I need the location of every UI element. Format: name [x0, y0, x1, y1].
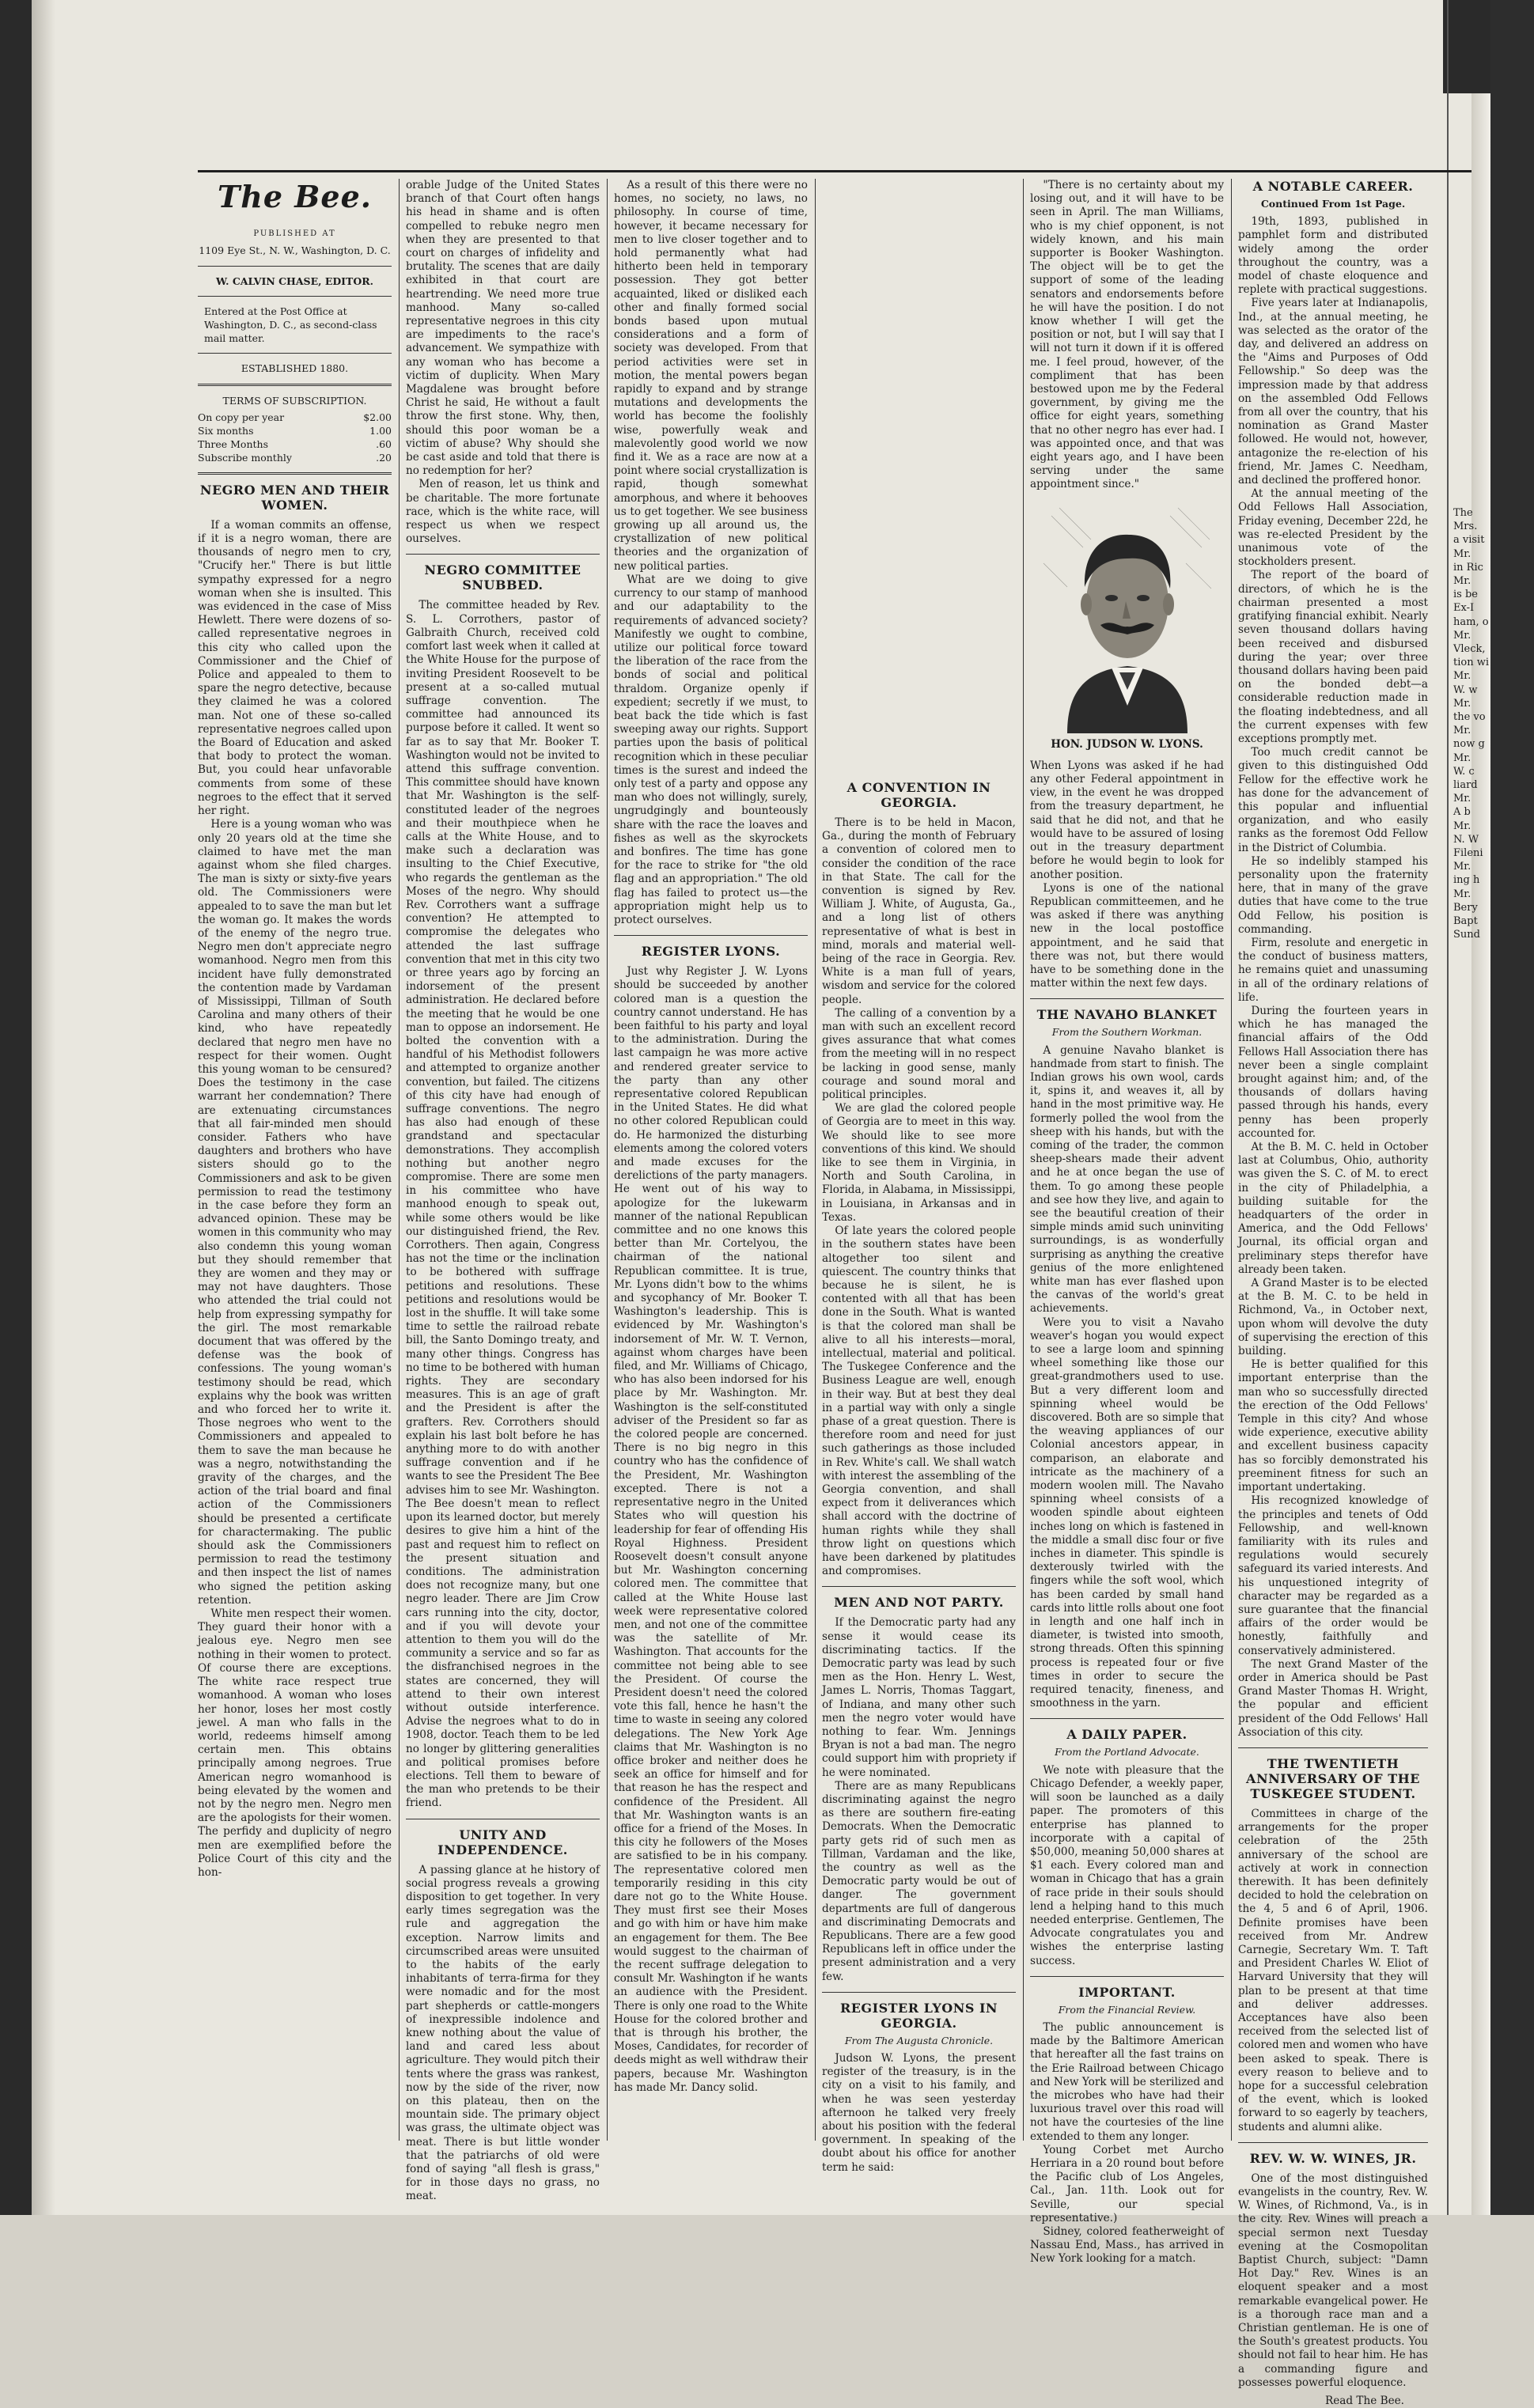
column-rule — [1231, 179, 1232, 2141]
masthead-address: 1109 Eye St., N. W., Washington, D. C. — [199, 244, 391, 257]
terms-heading: TERMS OF SUBSCRIPTION. — [222, 394, 367, 407]
article-paragraph: Just why Register J. W. Lyons should be succeeded by another colored man is a question the country cannot understand. He has been faithful to his party and loyal to the administration. During the last campaign he was more active and rendered greater service to the party than any other representative colored Republican in the United States. He did what no other colored Republican could do. He harmonized the disturbing elements among the colored voters and made excuses for the derelictions of the party managers. He went out of his way to apologize for the lukewarm manner of the national Republican committee and no one knows this better than Mr. Cortelyou, the chairman of the national Republican committee. It is true, Mr. Lyons didn't bow to the whims and sycophancy of Mr. Booker T. Washington's leadership. This is evidenced by Mr. Washington's indorsement of Mr. W. T. Vernon, against whom charges have been filed, and Mr. Williams of Chicago, who has also been indorsed for his place by Mr. Washington. Mr. Washington is the self-constituted adviser of the President so far as the colored people are concerned. There is no big negro in this country who has the confidence of the President, Mr. Washington excepted. There is not a representative negro in the United States who will question his leadership for fear of offending His Royal Highness. President Roosevelt doesn't consult anyone but Mr. Washington concerning colored men. The committee that called at the White House last week were representative colored men, and not one of the committee was the satellite of Mr. Washington. That accounts for the committee not being able to see the President. Of course the President doesn't need the colored vote this fall, hence he hasn't the time to waste in seeing any colored delegations. The New York Age claims that Mr. Washington is no office broker and neither does he seek an office for himself and for that reason he has the respect and confidence of the President. All that Mr. Washington wants is an office for a friend of the Moses. In this city he followers of the Moses are satisfied to be in his company. The representative colored men temporarily residing in this city dare not go to the White House. They must first see their Moses and go with him or have him make an engagement for them. The Bee would suggest to the chairman of the recent suffrage delegation to consult Mr. Washington if he wants an audience with the President. There is only one road to the White House for the colored brother and that is through his brother, the Moses, Candidates, for recorder of deeds might as well withdraw their papers, because Mr. Washington has made Mr. Dancy solid. — [614, 965, 808, 2094]
terms-row — [198, 451, 392, 464]
divider — [1030, 1976, 1224, 1977]
newspaper-page — [198, 170, 1472, 2408]
article-paragraph: Judson W. Lyons, the present register of the treasury, is in the city on a visit to his family, and when he was seen yesterday afternoon he talked very freely about his position with the federal government. In speaking of the doubt about his office for another term he said: — [822, 2052, 1016, 2174]
binding-shadow — [32, 0, 55, 2215]
article-heading: REGISTER LYONS. — [641, 944, 781, 960]
fragment-line: Mr. — [1453, 752, 1472, 764]
article-source: From the Financial Review. — [1058, 2003, 1196, 2016]
fragment-line: Mr. — [1453, 861, 1472, 873]
article-paragraph: White men respect their women. They guard their honor with a jealous eye. Negro men see nothing in their women to protect. Of course there are exceptions. The white race respect true womanhood. A woman who loses her honor, loses her most costly jewel. A man who falls in the world, redeems himself among certain men. This obtains principally among negroes. True American negro womanhood is being elevated by the women and not by the negro men. Negro men are the apologists for their women. The perfidy and duplicity of negro men are exemplified before the Police Court of this city and the hon- — [198, 1607, 392, 1879]
terms-price: .20 — [376, 451, 392, 464]
page-fold — [1472, 0, 1490, 2215]
article-heading: NEGRO MEN AND THEIR WOMEN. — [199, 482, 390, 513]
scan-border-left — [0, 0, 32, 2215]
article-paragraph: He so indelibly stamped his personality upon the fraternity here, that in many of the grave duties that have come to the true Odd Fellow, his position is commanding. — [1238, 854, 1428, 936]
divider — [198, 266, 392, 267]
continued-note: Continued From 1st Page. — [1260, 198, 1406, 210]
fragment-line: Mr. — [1453, 547, 1472, 560]
article-paragraph: Firm, resolute and energetic in the conduct of business matters, he remains quiet and unassuming in all of the ordinary relations of life. — [1238, 936, 1428, 1004]
article-heading: A DAILY PAPER. — [1066, 1727, 1187, 1743]
article-heading: THE TWENTIETH ANNIVERSARY OF THE TUSKEGEE STUDENT. — [1246, 1755, 1420, 1801]
article-paragraph: What are we doing to give currency to our stamp of manhood and our adaptability to the requirements of advanced society? Manifestly we ought to combine, utilize our political force toward the liberation of the race from the bonds of social and political thraldom. Organize openly if expedient; secretly if we must, to beat back the tide which is fast sweeping away our rights. Support parties upon the basis of political recognition which in these peculiar times is the surest and indeed the only test of a party and oppose any man who does not willingly, surely, ungrudgingly and bounteously share with the race the loaves and fishes as well as the skyrockets and bonfires. The time has gone for the race to strike for "the old flag and an appropriation." The old flag has failed to protect us—the appropriation might help us to protect ourselves. — [614, 573, 808, 926]
fragment-line: Fileni — [1453, 847, 1483, 860]
article-paragraph: The public announcement is made by the Baltimore American that hereafter all the fast trains on the Erie Railroad between Chicago and New York will be sterilized and the microbes who have had their luxurious travel over this road will not have the courtesies of the line extended to them any longer. — [1030, 2020, 1224, 2143]
article-paragraph: The next Grand Master of the order in America should be Past Grand Master Thomas H. Wright, the popular and efficient president of the Odd Fellows' Hall Association of this city. — [1238, 1657, 1428, 1739]
terms-label: On copy per year — [198, 411, 285, 423]
article-paragraph: orable Judge of the United States branch of that Court often hangs his head in shame and is often compelled to rebuke negro men when they are presented to that court on charges of infidelity and brutality. The scenes that are daily exhibited in that court are heartrending. We need more true manhood. Many so-called representative negroes in this city are impediments to the race's advancement. We sympathize with any woman who has become a victim of duplicity. When Mary Magdalene was brought before Christ he said, He without a fault throw the first stone. Why, then, should this poor woman be a victim of abuse? Why should she be cast aside and told that there is no redemption for her? — [406, 179, 600, 478]
masthead-title: The Bee. — [217, 179, 372, 214]
article-heading: MEN AND NOT PARTY. — [834, 1595, 1004, 1611]
fragment-line: Vleck, — [1453, 643, 1486, 656]
fragment-line: W. w — [1453, 683, 1478, 696]
fragment-line: ing h — [1453, 874, 1480, 887]
portrait-caption: HON. JUDSON W. LYONS. — [1051, 737, 1203, 751]
masthead-established: ESTABLISHED 1880. — [241, 362, 349, 375]
fragment-line: Mr. — [1453, 888, 1472, 900]
divider — [1238, 1747, 1428, 1748]
terms-label: Six months — [198, 424, 254, 437]
article-paragraph: Here is a young woman who was only 20 years old at the time she claimed to have met the man against whom she filed charges. The man is sixty or sixty-five years old. The Commissioners were appealed to to save the man but let the woman go. It makes the words of the enemy of the negro true. Negro men don't appreciate negro womanhood. Negro men from this incident have fully demonstrated the contention made by Vardaman of Mississippi, Tillman of South Carolina and many others of their kind, who have repeatedly declared that negro men have no respect for their women. Ought this young woman to be censured? Does the testimony in the case warrant her condemnation? There are extenuating circumstances that all fair-minded men should consider. Fathers who have daughters and brothers who have sisters should go to the Commissioners and ask to be given permission to read the testimony in the case before they form an advanced opinion. These may be women in this community who may also condemn this young woman but they should remember that they are women and they may or may not have daughters. Those who attended the trial could not help from expressing sympathy for the girl. The most remarkable document that was offered by the defense was the book of confessions. The young woman's testimony should be read, which explains why the book was written and who forced her to write it. Those negroes who went to the Commissioners and appealed to them to save the man because he was a negro, notwithstanding the gravity of the charges, and the action of the trial board and final action of the Commissioners should be presented a certificate for charactermaking. The public should ask the Commissioners permission to read the testimony and then inspect the list of names who signed the petition asking retention. — [198, 818, 392, 1607]
column-rule — [1023, 179, 1024, 2141]
fragment-line: in Ric — [1453, 561, 1483, 574]
fragment-line: Mr. — [1453, 697, 1472, 710]
article-heading: A CONVENTION IN GEORGIA. — [847, 780, 991, 810]
divider — [406, 554, 600, 555]
article-source: From the Southern Workman. — [1051, 1026, 1203, 1039]
masthead-published-label: PUBLISHED AT — [253, 229, 336, 239]
article-paragraph: We note with pleasure that the Chicago Defender, a weekly paper, will soon be launched as a daily paper. The promoters of this enterprise has planned to incorporate with a capital of $50,000, meaning 50,000 shares at $1 each. Every colored man and woman in Chicago that has a grain of race pride in their souls should lend a helping hand to this much needed enterprise. Gentlemen, The Advocate congratulates you and wishes the enterprise lasting success. — [1030, 1763, 1224, 1967]
article-paragraph: As a result of this there were no homes, no society, no laws, no philosophy. In course of time, however, it became necessary for men to live closer together and to hold permanently what had hitherto been held in temporary possession. They got better acquainted, liked or disliked each other and finally formed social bonds based upon mutual considerations and a form of society was developed. From that period activities were set in motion, the mental powers began rapidly to expand and by strange mutations and developments the world has become the foolishly wise, powerfully weak and malevolently good world we now find it. We as a race are now at a point where social crystallization is rapid, though somewhat amorphous, and where it behooves us to get together. We see business growing up all around us, the crystallization of new political theories and the organization of new political parties. — [614, 179, 808, 573]
column-rule — [607, 179, 608, 2141]
article-paragraph: Of late years the colored people in the southern states have been altogether too silent and quiescent. The country thinks that because he is silent, he is contented with all that has been done in the South. What is wanted is that the colored man shall be alive to all his interests—moral, intellectual, material and political. The Tuskegee Conference and the Business League are well, enough in their way. But at best they deal in a partial way with only a single phase of a great question. There is therefore room and need for just such gatherings as those included in Rev. White's call. We shall watch with interest the assembling of the Georgia convention, and shall expect from it deliverances which shall accord with the doctrine of human rights while they shall throw light on questions which have been darkened by platitudes and compromises. — [822, 1225, 1016, 1578]
terms-price: 1.00 — [369, 424, 392, 437]
terms-row — [198, 437, 392, 451]
article-paragraph: A genuine Navaho blanket is handmade from start to finish. The Indian grows his own wool, cards it, spins it, and weaves it, all by hand in the most primitive way. He formerly polled the wool from the sheep with his hands, but with the coming of the trader, the common sheep-shears made their advent and he at once began the use of them. To go among these people and see how they live, and again to see the beautiful creation of their simple minds amid such uninviting surroundings, is as wonderfully surprising as anything the creative genius of the more enlightened white man has ever flashed upon the canvas of the world's great achievements. — [1030, 1043, 1224, 1316]
article-paragraph: If the Democratic party had any sense it would cease its discriminating tactics. If the Democratic party was lead by such men as the Hon. Henry L. West, James L. Norris, Thomas Taggart, of Indiana, and many other such men the negro voter would have nothing to fear. Wm. Jennings Bryan is not a bad man. The negro could support him with propriety if he were nominated. — [822, 1616, 1016, 1779]
article-source: From the Portland Advocate. — [1055, 1746, 1199, 1759]
fragment-line: Mrs. — [1453, 521, 1478, 533]
fragment-line: N. W — [1453, 833, 1479, 846]
lyons-portrait — [1036, 500, 1219, 733]
terms-price: .60 — [376, 437, 392, 450]
divider — [822, 1992, 1016, 1993]
article-paragraph: At the B. M. C. held in October last at Columbus, Ohio, authority was given the S. C. of M. to erect in the city of Philadelphia, a building suitable for the headquarters of the order in America, and the Odd Fellows' Journal, its official organ and preliminary steps therefor have already been taken. — [1238, 1141, 1428, 1276]
article-paragraph: His recognized knowledge of the principles and tenets of Odd Fellowship, and well-known familiarity with its rules and regulations would securely safeguard its varied interests. And his unquestioned integrity of character may be regarded as a sure guarantee that the financial affairs of the order would be honestly, faithfully and conservatively administered. — [1238, 1494, 1428, 1657]
fragment-line: The — [1453, 507, 1473, 519]
divider — [198, 296, 392, 297]
fragment-line: Mr. — [1453, 629, 1472, 642]
article-paragraph: Were you to visit a Navaho weaver's hogan you would expect to see a large loom and spinning wheel something like those our great-grandmothers used to use. But a very different loom and spinning wheel would be discovered. Both are so simple that the weaving appliances of our Colonial ancestors appear, in comparison, an elaborate and intricate as the machinery of a modern woolen mill. The Navaho spinning wheel consists of a wooden spindle about eighteen inches long on which is fastened in the middle a small disc four or five inches in diameter. This spindle is dexterously twirled with the fingers while the soft wool, which has been carded by small hand cards into little rolls about one foot in length and one half inch in diameter, is twisted into smooth, strong threads. Often this spinning process is repeated four or five times in order to secure the required tenacity, fineness, and smoothness in the yarn. — [1030, 1316, 1224, 1710]
scan-corner — [1443, 0, 1490, 93]
divider — [198, 353, 392, 354]
fragment-line: tion wi — [1453, 657, 1489, 669]
column-6 — [1238, 179, 1428, 2408]
scan-border-right — [1490, 0, 1534, 2215]
terms-row — [198, 411, 392, 424]
article-paragraph: When Lyons was asked if he had any other Federal appointment in view, in the event he was dropped from the treasury department, he said that he did not, and that he would have to be assured of losing out in the treasury department before he would begin to look for another position. — [1030, 759, 1224, 881]
fragment-line: the vo — [1453, 711, 1486, 724]
fragment-line: Sund — [1453, 929, 1480, 941]
article-paragraph: Men of reason, let us think and be charitable. The more fortunate race, which is the white race, will respect us when we respect ourselves. — [406, 478, 600, 546]
article-paragraph: "There is no certainty about my losing out, and it will have to be seen in April. The man Williams, who is my chief opponent, is not widely known, and his main supporter is Booker Washington. The object will be to get the support of some of the leading senators and endorsements before he will have the position. I do not know whether I will get the position or not, but I will say that I will not turn it down if it is offered me. I feel proud, however, of the compliment that has been bestowed upon me by the Federal government, by giving me the office for eight years, something that no other negro has ever had. I was appointed once, and that was eight years ago, and I have been serving under the same appointment since." — [1030, 179, 1224, 491]
article-paragraph: 19th, 1893, published in pamphlet form and distributed widely among the order throughout the country, was a model of chaste eloquence and replete with practical suggestions. — [1238, 215, 1428, 297]
fragment-line: Mr. — [1453, 820, 1472, 832]
column-1 — [198, 179, 392, 2141]
divider — [614, 935, 808, 936]
article-heading: REGISTER LYONS IN GEORGIA. — [839, 2000, 998, 2031]
terms-label: Subscribe monthly — [198, 451, 292, 464]
column-3 — [614, 179, 808, 2141]
fragment-line: Bapt — [1453, 915, 1478, 928]
terms-price: $2.00 — [363, 411, 392, 423]
fragment-line: A b — [1453, 806, 1471, 819]
column-2 — [406, 179, 600, 2203]
article-paragraph: Sidney, colored featherweight of Nassau End, Mass., has arrived in New York looking for a match. — [1030, 2224, 1224, 2266]
fragment-line: Mr. — [1453, 793, 1472, 805]
divider — [822, 1586, 1016, 1587]
article-paragraph: Too much credit cannot be given to this distinguished Odd Fellow for the effective work he has done for the advancement of this popular and influential organization, and who easily ranks as the foremost Odd Fellow in the District of Columbia. — [1238, 746, 1428, 854]
article-heading: A NOTABLE CAREER. — [1252, 179, 1414, 194]
divider — [1030, 998, 1224, 999]
fragment-line: a visit — [1453, 534, 1485, 547]
article-paragraph: The committee headed by Rev. S. L. Corrothers, pastor of Galbraith Church, received cold comfort last week when it called at the White House for the purpose of inviting President Roosevelt to be present at a so-called mutual suffrage convention. The committee had announced its purpose before it called. It went so far as to say that Mr. Booker T. Washington would not be invited to attend this suffrage convention. This committee should have known that Mr. Washington is the self-constituted leader of the negroes and their mouthpiece when he calls at the White House, and to make such a declaration was insulting to the Chief Executive, who regards the gentleman as the Moses of the negro. Why should Rev. Corrothers want a suffrage convention? He attempted to compromise the delegates who attended the last suffrage convention that met in this city two or three years ago by forcing an indorsement of the present administration. He declared before the meeting that he would be one man to oppose an indorsement. He bolted the convention with a handful of his Methodist followers and attempted to organize another convention, but failed. The citizens of this city have had enough of suffrage conventions. The negro has also had enough of these grandstand and spectacular demonstrations. They accomplish nothing but another negro compromise. There are some men in his committee who have manhood enough to speak out, while some others would be like our distinguished friend, the Rev. Corrothers. Then again, Congress has not the time or the inclination to be bothered with suffrage petitions and resolutions. These petitions and resolutions would be lost in the shuffle. It will take some time to settle the railroad rebate bill, the Santo Domingo treaty, and many other things. Congress has no time to be bothered with human rights. They are secondary measures. This is an age of graft and the President is after the grafters. Rev. Corrothers should explain his last bolt before he has anything more to do with another suffrage convention and if he wants to see the President The Bee advises him to see Mr. Washington. The Bee doesn't mean to reflect upon its learned doctor, but merely desires to give him a hint of the past and request him to reflect on the present situation and conditions. The administration does not recognize many, but one negro leader. There are Jim Crow cars running into the city, doctor, and if you will devote your attention to them you will do the community a service and so far as the disfranchised negroes in the states are concerned, they will attend to their own interest without outside interference. Advise the negroes what to do in 1908, doctor. Teach them to be led no longer by glittering generalities and political promises before elections. Tell them to beware of the man who pretends to be their friend. — [406, 599, 600, 1810]
article-heading: THE NAVAHO BLANKET — [1036, 1007, 1218, 1023]
article-paragraph: The report of the board of directors, of which he is the chairman presented a most gratifying financial exhibit. Nearly seven thousand dollars having been received and disbursed during the year; over three thousand dollars having been paid on the bonded debt—a considerable reduction made in the floating indebtedness, and all the current expenses with few exceptions promptly met. — [1238, 569, 1428, 745]
fragment-line: Mr. — [1453, 670, 1472, 683]
masthead-entered: Entered at the Post Office at Washington, D. C., as second-class mail matter. — [204, 305, 377, 345]
divider — [1030, 1718, 1224, 1719]
article-heading: REV. W. W. WINES, JR. — [1249, 2150, 1417, 2166]
article-source: From The Augusta Chronicle. — [844, 2034, 994, 2046]
article-paragraph: The calling of a convention by a man with such an excellent record gives assurance that what comes from the meeting will in no respect be lacking in good sense, manly courage and sound moral and political principles. — [822, 1006, 1016, 1102]
divider — [198, 384, 392, 386]
terms-row — [198, 424, 392, 437]
fragment-line: now g — [1453, 738, 1485, 751]
fragment-line: Mr. — [1453, 725, 1472, 737]
fragment-line: liard — [1453, 779, 1478, 792]
fragment-line: Ex-I — [1453, 602, 1475, 615]
fragment-line: W. c — [1453, 765, 1475, 778]
article-paragraph: At the annual meeting of the Odd Fellows Hall Association, Friday evening, December 22d, he was re-elected President by the unanimous vote of the stockholders present. — [1238, 487, 1428, 569]
article-paragraph: One of the most distinguished evangelists in the country, Rev. W. W. Wines, of Richmond, Va., is in the city. Rev. Wines will preach a special sermon next Tuesday evening at the Cosmopolitan Baptist Church, subject: "Damn Hot Day." Rev. Wines is an eloquent speaker and a most remarkable evangelical power. He is a thorough race man and a Christian gentleman. He is one of the South's greatest products. You should not fail to hear him. He has a commanding figure and possesses powerful eloquence. — [1238, 2171, 1428, 2389]
fragment-line: is be — [1453, 589, 1478, 601]
article-paragraph: There are as many Republicans discriminating against the negro as there are southern fire-eating Democrats. When the Democratic party gets rid of such men as Tillman, Vardaman and the like, the country as well as the Democratic party would be out of danger. The government departments are full of dangerous and discriminating Democrats and Republicans. There are a few good Republicans left in office under the present administration and a very few. — [822, 1779, 1016, 1983]
column-rule — [815, 179, 816, 2141]
article-heading: NEGRO COMMITTEE SNUBBED. — [424, 562, 581, 593]
terms-table — [198, 411, 392, 464]
article-paragraph: If a woman commits an offense, if it is a negro woman, there are thousands of negro men to cry, "Crucify her." There is but little sympathy expressed for a negro woman when she is insulted. This was evidenced in the case of Miss Hewlett. There were dozens of so-called representative negroes in this city who called upon the Commissioner and the Chief of Police and appealed to them to spare the negro detective, because they claimed he was a colored man. Not one of these so-called representative negroes called upon the Board of Education and asked that body to protect the woman. But, you could hear unfavorable comments from some of these negroes to the effect that it served her right. — [198, 518, 392, 818]
adjacent-page-fragments — [1453, 506, 1488, 942]
article-paragraph: Young Corbet met Aurcho Herriara in a 20 round bout before the Pacific club of Los Angeles, Cal., Jan. 11th. Look out for Seville, our special representative.) — [1030, 2143, 1224, 2224]
column-rule — [399, 179, 400, 2141]
article-paragraph: He is better qualified for this important enterprise than the man who so successfully directed the erection of the Odd Fellows' Temple in this city? And whose wide experience, executive ability and excellent business capacity has so forcibly demonstrated his preeminent fitness for such an important undertaking. — [1238, 1358, 1428, 1494]
article-paragraph: There is to be held in Macon, Ga., during the month of February a convention of colored men to consider the condition of the race in that State. The call for the convention is signed by Rev. William J. White, of Augusta, Ga., and a long list of others representative of what is best in mind, morals and material well-being of the race in Georgia. Rev. White is a man full of years, wisdom and service for the colored people. — [822, 816, 1016, 1006]
article-paragraph: Committees in charge of the arrangements for the proper celebration of the 25th anniversary of the school are actively at work in connection therewith. It has been definitely decided to hold the celebration on the 4, 5 and 6 of April, 1906. Definite promises have been received from Mr. Andrew Carnegie, Secretary Wm. T. Taft and President Charles W. Eliot of Harvard University that they will plan to be present at that time and deliver addresses. Acceptances have also been received from the selected list of colored men and women who have been asked to speak. There is every reason to believe and to hope for a successful celebration of the event, which is looked forward to so eagerly by teachers, students and alumni alike. — [1238, 1807, 1428, 2134]
article-paragraph: Lyons is one of the national Republican committeemen, and he was asked if there was anything new in the local postoffice appointment, and he said that there was not, but there would have to be something done in the matter within the next few days. — [1030, 881, 1224, 990]
signoff: Read The Bee. — [1325, 2395, 1404, 2408]
article-heading: IMPORTANT. — [1078, 1984, 1176, 2000]
column-4 — [822, 179, 1016, 2174]
divider — [1238, 2142, 1428, 2143]
fragment-line: Mr. — [1453, 575, 1472, 588]
article-paragraph: During the fourteen years in which he has managed the financial affairs of the Odd Fellows Hall Association there has never been a single complaint brought against him; and, of the thousands of dollars having passed through his hands, every penny has been properly accounted for. — [1238, 1004, 1428, 1140]
divider — [198, 472, 392, 475]
fragment-line: Bery — [1453, 901, 1478, 914]
column-5 — [1030, 179, 1224, 2266]
article-paragraph: We are glad the colored people of Georgia are to meet in this way. We should like to see more conventions of this kind. We should like to see them in Virginia, in North and South Carolina, in Florida, in Alabama, in Mississippi, in Louisiana, in Arkansas and in Texas. — [822, 1102, 1016, 1224]
masthead-editor: W. CALVIN CHASE, EDITOR. — [216, 274, 373, 287]
article-paragraph: Five years later at Indianapolis, Ind., at the annual meeting, he was selected as the orator of the day, and delivered an address on the "Aims and Purposes of Odd Fellowship." So deep was the impression made by that address on the assembled Odd Fellows from all over the country, that his nomination as Grand Master followed. He would not, however, antagonize the re-election of his friend, Mr. James C. Needham, and declined the proffered honor. — [1238, 297, 1428, 487]
article-heading: UNITY AND INDEPENDENCE. — [437, 1827, 568, 1857]
terms-label: Three Months — [198, 437, 268, 450]
fragment-line: ham, o — [1453, 615, 1489, 628]
article-paragraph: A passing glance at he history of social progress reveals a growing disposition to get together. In very early times segregation was the rule and aggregation the exception. Narrow limits and circumscribed areas were unsuited to the habits of the early inhabitants of terra-firma for they were nomadic and for the most part shepherds or cattle-mongers of inexpressible indolence and knew nothing about the value of land and cared less about agriculture. They would pitch their tents where the grass was rankest, now by the side of the river, now on this plateau, then on the mountain side. The primary object was grass, the ultimate object was meat. There is but little wonder that the patriarchs of old were fond of saying "all flesh is grass," for in those days no grass, no meat. — [406, 1863, 600, 2203]
article-paragraph: A Grand Master is to be elected at the B. M. C. to be held in Richmond, Va., in October next, upon whom will devolve the duty of supervising the erection of this building. — [1238, 1277, 1428, 1358]
